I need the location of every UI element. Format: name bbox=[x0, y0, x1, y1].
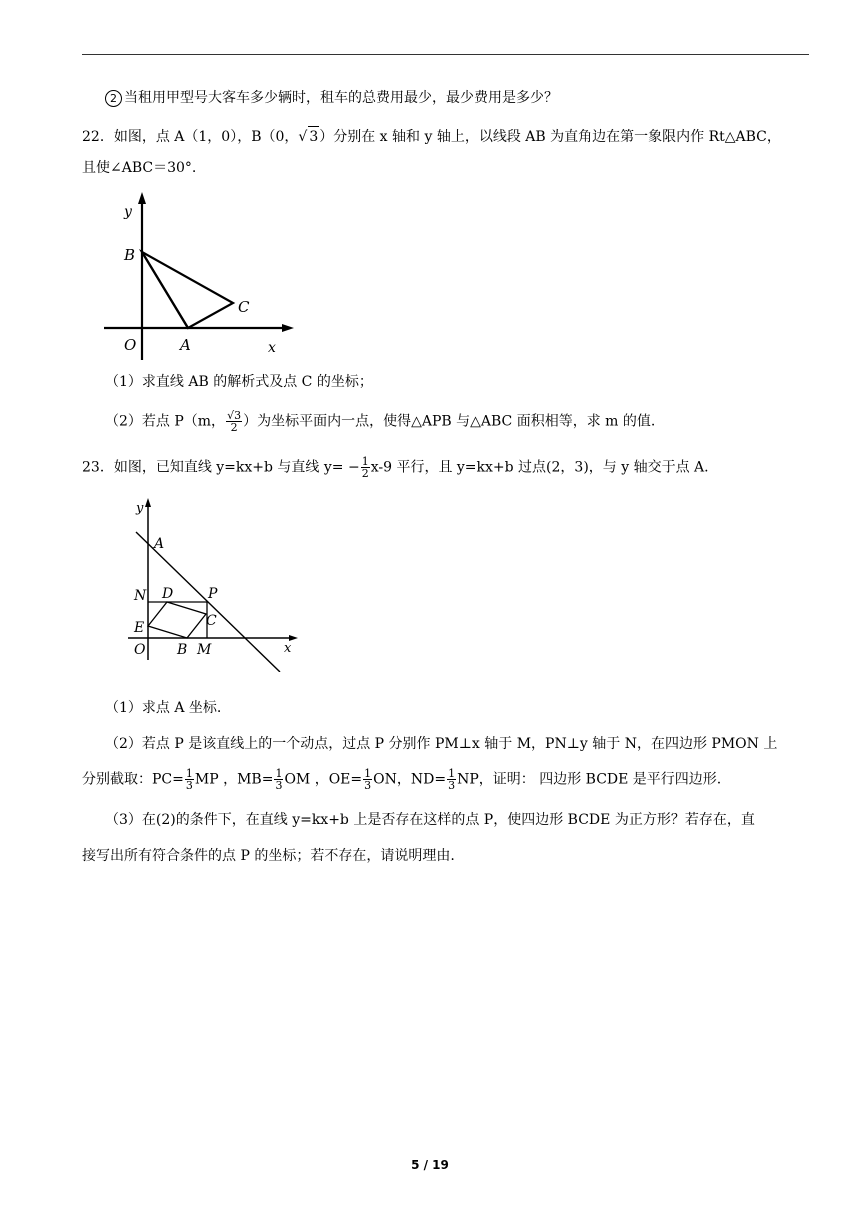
fraction-one-third: $\frac{1}{3}$ bbox=[448, 767, 456, 792]
fig2-label-x: x bbox=[284, 641, 292, 656]
q23-part2-line1: （2）若点 P 是该直线上的一个动点，过点 P 分别作 PM⊥x 轴于 M，PN⊥y 轴于 N，在四边形 PMON 上 bbox=[105, 736, 778, 752]
circled-number: 2 bbox=[105, 90, 122, 107]
fig2-label-a: A bbox=[154, 536, 165, 552]
q23-part3-line2: 接写出所有符合条件的点 P 的坐标；若不存在，请说明理由. bbox=[82, 848, 455, 864]
fig1-label-y: y bbox=[124, 204, 132, 220]
fig2-label-d: D bbox=[162, 586, 174, 602]
page-number: 5 / 19 bbox=[411, 1158, 449, 1172]
sqrt-radicand: 3 bbox=[308, 126, 319, 147]
header-rule bbox=[82, 54, 809, 55]
q22-figure bbox=[100, 190, 300, 365]
q22-line1: 22．如图，点 A（1，0），B（0，√ 3）分别在 x 轴和 y 轴上，以线段 AB 为直角边在第一象限内作 Rt△ABC， bbox=[82, 126, 809, 147]
q23-part3-line1: （3）在(2)的条件下，在直线 y=kx+b 上是否存在这样的点 P，使四边形 BCDE 为正方形？若存在，直 bbox=[105, 812, 755, 828]
fig1-label-b: B bbox=[124, 246, 136, 264]
fig1-label-o: O bbox=[124, 336, 137, 354]
q23-line1: 23．如图，已知直线 y=kx+b 与直线 y= − $\frac{1}{2}$ x-9 平行，且 y=kx+b 过点(2，3)，与 y 轴交于点 A. bbox=[82, 455, 709, 480]
q22-part2: （2）若点 P（m， $\frac{√3}{2}$ ）为坐标平面内一点，使得△APB 与△ABC 面积相等，求 m 的值. bbox=[105, 409, 656, 434]
fig2-label-m: M bbox=[197, 642, 212, 658]
fig2-label-p: P bbox=[208, 586, 218, 602]
fraction-sqrt3-over-2: $\frac{√3}{2}$ bbox=[227, 409, 242, 434]
fig2-label-n: N bbox=[134, 588, 147, 604]
fig2-label-b: B bbox=[177, 642, 188, 658]
fig2-label-e: E bbox=[134, 620, 145, 636]
fraction-1-over-2: $\frac{1}{2}$ bbox=[361, 455, 369, 480]
q23-part1: （1）求点 A 坐标. bbox=[105, 700, 222, 716]
sqrt-symbol: √ bbox=[298, 129, 308, 145]
fig1-label-a: A bbox=[180, 336, 191, 354]
fraction-one-third: $\frac{1}{3}$ bbox=[275, 767, 283, 792]
q22-line2: 且使∠ABC＝30°. bbox=[82, 160, 197, 176]
fig1-label-x: x bbox=[268, 340, 276, 356]
fraction-one-third: $\frac{1}{3}$ bbox=[364, 767, 372, 792]
q23-part2-line2: 分别截取：PC= $\frac{1}{3}$ MP ，MB= $\frac{1}{3}$ OM ，OE= $\frac{1}{3}$ ON，ND= $\frac{1}{3}$ NP，证明： 四边形 BCDE 是平行四边形. bbox=[82, 767, 722, 792]
q23-figure bbox=[122, 492, 302, 672]
q21-part2: 2 当租用甲型号大客车多少辆时，租车的总费用最少，最少费用是多少？ bbox=[105, 88, 809, 108]
fig2-label-o: O bbox=[134, 642, 146, 658]
fig1-label-c: C bbox=[238, 298, 250, 316]
fig2-label-c: C bbox=[206, 613, 217, 629]
q22-part1: （1）求直线 AB 的解析式及点 C 的坐标； bbox=[105, 374, 373, 390]
fig2-label-y: y bbox=[136, 501, 144, 516]
fraction-one-third: $\frac{1}{3}$ bbox=[185, 767, 193, 792]
